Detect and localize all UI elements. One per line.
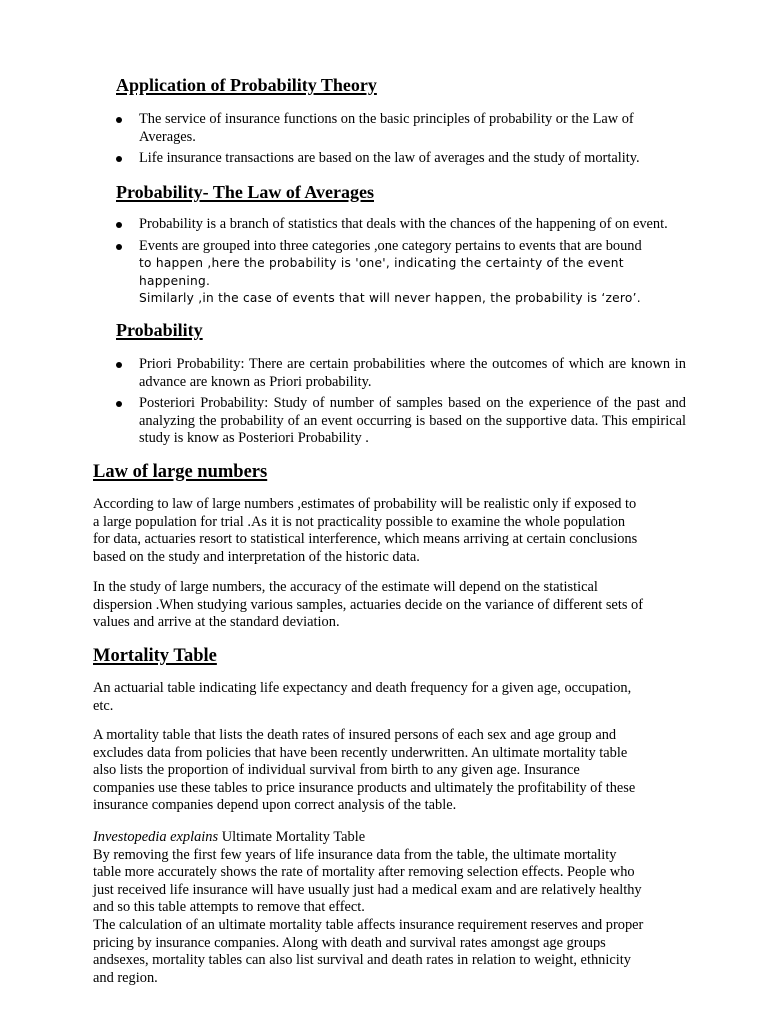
text-line: andsexes, mortality tables can also list survival and death rates in relation to weight, ethnicity <box>93 952 631 969</box>
text-line: also lists the proportion of individual survival from birth to any given age. Insurance <box>93 762 580 779</box>
list-item-text: Probability is a branch of statistics that deals with the chances of the happening of on event. <box>139 216 668 232</box>
bullet-icon <box>116 362 122 368</box>
list-item <box>116 238 686 308</box>
investopedia-line <box>93 829 693 847</box>
mortality-paragraph-1 <box>93 680 693 715</box>
list-item <box>116 395 686 448</box>
paragraph <box>93 680 693 715</box>
bullet-icon <box>116 244 122 250</box>
paragraph <box>93 496 693 566</box>
text-line: An actuarial table indicating life expectancy and death frequency for a given age, occupation, <box>93 680 632 696</box>
law-of-averages-bullet-list <box>116 216 686 312</box>
list-item <box>116 111 686 146</box>
large-numbers-paragraph-2 <box>93 579 693 632</box>
bullet-icon <box>116 117 122 123</box>
mortality-paragraph-2 <box>93 727 693 815</box>
bullet-icon <box>116 156 122 162</box>
text-line: based on the study and interpretation of the historic data. <box>93 548 420 565</box>
heading-probability-law-of-averages: Probability- The Law of Averages <box>116 182 374 202</box>
bullet-icon <box>116 222 122 228</box>
text-line: a large population for trial .As it is not practicality possible to examine the whole population <box>93 513 626 530</box>
paragraph <box>93 727 693 815</box>
list-item <box>116 216 686 234</box>
list-item <box>116 150 686 168</box>
text-line: The calculation of an ultimate mortality table affects insurance requirement reserves and proper <box>93 916 644 933</box>
text-line: Events are grouped into three categories ,one category pertains to events that are bound <box>139 237 642 254</box>
text-line: By removing the first few years of life insurance data from the table, the ultimate mortality <box>93 846 617 863</box>
text-line: In the study of large numbers, the accuracy of the estimate will depend on the statistical <box>93 579 598 595</box>
text-line: to happen ,here the probability is 'one', indicating the certainty of the event happening. <box>139 256 624 288</box>
text-line: dispersion .When studying various samples, actuaries decide on the variance of different sets of <box>93 596 644 613</box>
text-line: values and arrive at the standard deviation. <box>93 614 340 631</box>
mortality-paragraph-3 <box>93 829 693 987</box>
large-numbers-paragraph-1 <box>93 496 693 566</box>
heading-probability: Probability <box>116 320 203 340</box>
heading-law-of-large-numbers: Law of large numbers <box>93 462 268 482</box>
list-item-text: Priori Probability: There are certain probabilities where the outcomes of which are known in advance are known as Priori probability. <box>139 356 686 390</box>
bullet-icon <box>116 401 122 407</box>
text-line: etc. <box>93 697 114 714</box>
list-item-text <box>139 238 686 308</box>
text-line: companies use these tables to price insurance products and ultimately the profitability of these <box>93 779 636 796</box>
text-line: excludes data from policies that have been recently underwritten. An ultimate mortality table <box>93 744 628 761</box>
text-line: just received life insurance will have usually just had a medical exam and are relatively healthy <box>93 881 642 898</box>
text-line: for data, actuaries resort to statistical interference, which means arriving at certain conclusions <box>93 531 638 548</box>
text-line: and region. <box>93 969 158 986</box>
heading-mortality-table: Mortality Table <box>93 646 217 666</box>
investopedia-label: Investopedia explains <box>93 829 219 845</box>
list-item <box>116 356 686 391</box>
list-item-text: Posteriori Probability: Study of number of samples based on the experience of the past and analyzing the probability of an event occurring is based on the supportive data. This empirical study is know as Posteriori Probability . <box>139 395 686 447</box>
paragraph <box>93 579 693 632</box>
investopedia-title: Ultimate Mortality Table <box>218 829 366 845</box>
text-line: and so this table attempts to remove that effect. <box>93 899 365 916</box>
paragraph <box>93 829 693 987</box>
text-line: A mortality table that lists the death rates of insured persons of each sex and age group and <box>93 727 617 743</box>
text-line: Similarly ,in the case of events that will never happen, the probability is ‘zero’. <box>139 291 641 306</box>
list-item-text: The service of insurance functions on the basic principles of probability or the Law of Averages. <box>139 111 634 145</box>
heading-application-of-probability-theory: Application of Probability Theory <box>116 75 377 95</box>
list-item-text: Life insurance transactions are based on the law of averages and the study of mortality. <box>139 150 640 167</box>
text-line: According to law of large numbers ,estimates of probability will be realistic only if exposed to <box>93 496 637 512</box>
text-line: table more accurately shows the rate of mortality after removing selection effects. People who <box>93 864 635 881</box>
application-bullet-list <box>116 111 686 172</box>
text-line: insurance companies depend upon correct analysis of the table. <box>93 797 457 814</box>
text-line: pricing by insurance companies. Along with death and survival rates amongst age groups <box>93 934 606 951</box>
probability-bullet-list <box>116 356 686 452</box>
